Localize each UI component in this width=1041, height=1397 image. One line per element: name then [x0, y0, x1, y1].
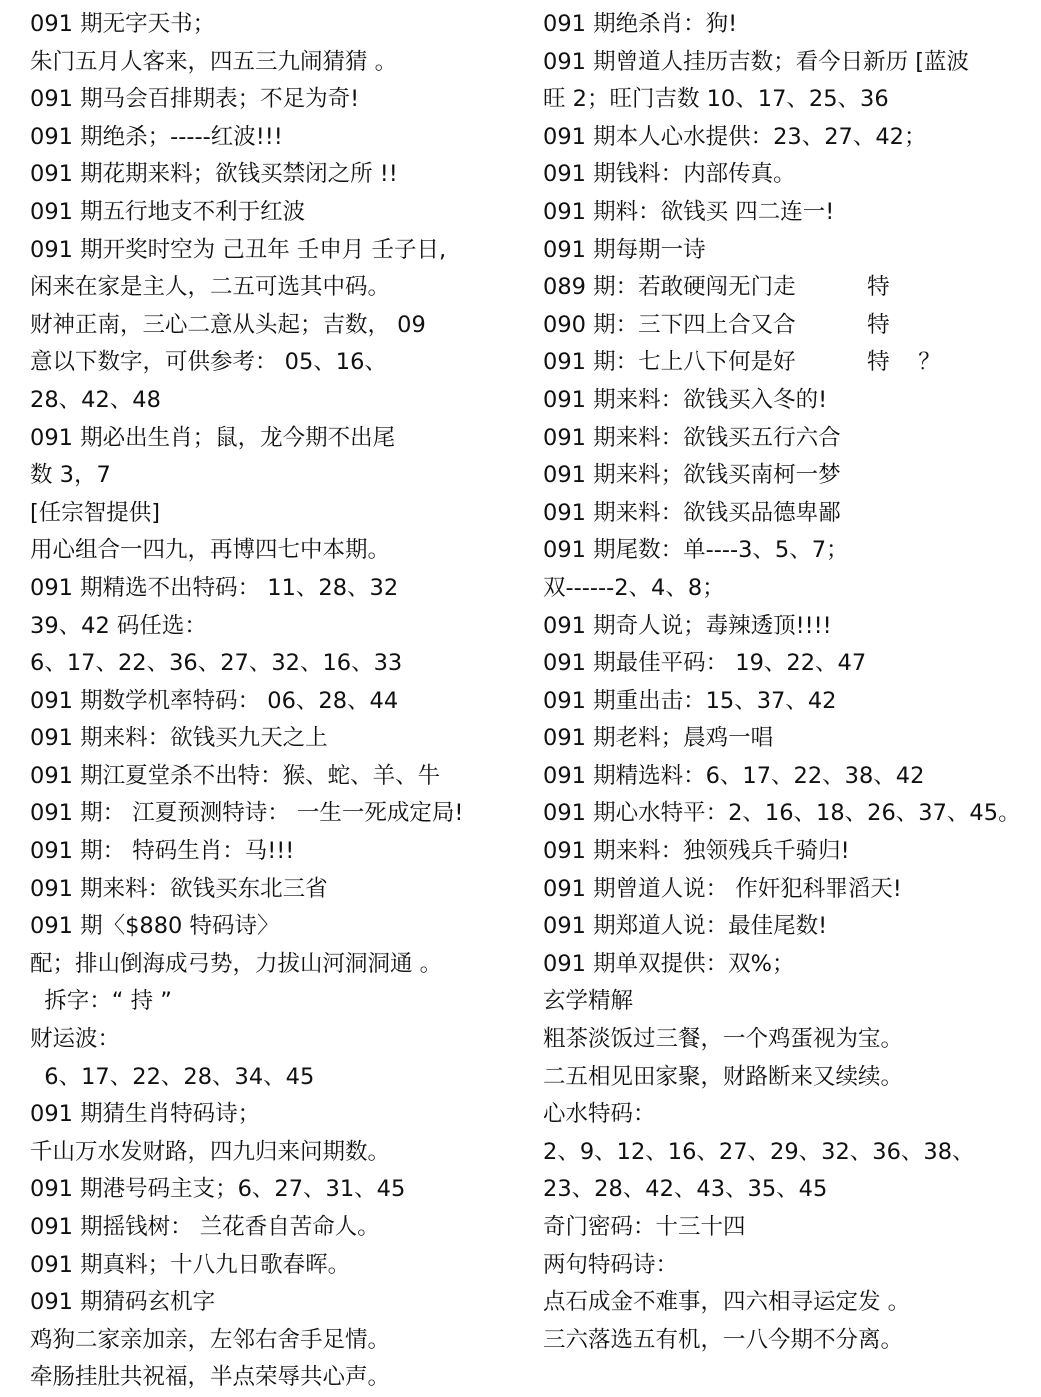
text-line: 旺 2；旺门吉数 10、17、25、36 [543, 86, 889, 113]
text-line: 091 期重出击：15、37、42 [543, 687, 837, 714]
text-line: 用心组合一四九，再博四七中本期。 [30, 537, 391, 564]
text-line: 财神正南，三心二意从头起；吉数， 09 [30, 311, 426, 338]
text-line: 配；排山倒海成弓势，力拔山河洞洞通 。 [30, 950, 443, 977]
text-line: 091 期：七上八下何是好 特 ？ [543, 349, 941, 376]
text-line: 091 期绝杀肖：狗! [543, 11, 738, 37]
text-line: 091 期郑道人说：最佳尾数! [543, 913, 828, 940]
text-line: 091 期来料：欲钱买品德卑鄙 [543, 499, 841, 526]
text-line: 091 期来料：欲钱买入冬的! [543, 386, 828, 413]
text-line: 091 期真料；十八九日歌春晖。 [30, 1251, 351, 1278]
text-line: 091 期料：欲钱买 四二连一! [543, 198, 835, 225]
text-line: 091 期无字天书； [30, 11, 216, 37]
text-line: 6、17、22、36、27、32、16、33 [30, 650, 403, 677]
text-line: 三六落选五有机，一八今期不分离。 [543, 1326, 904, 1353]
text-line: 091 期猜码玄机字 [30, 1289, 216, 1316]
text-line: 意以下数字，可供参考： 05、16、 [30, 349, 387, 376]
text-line: 091 期来料：欲钱买东北三省 [30, 875, 328, 902]
text-line: 091 期五行地支不利于红波 [30, 198, 306, 225]
text-line: 091 期开奖时空为 己丑年 壬申月 壬子日, [30, 236, 447, 263]
right-text-column [543, 6, 1033, 1359]
text-line: 两句特码诗： [543, 1251, 679, 1278]
text-line: [任宗智提供] [30, 499, 161, 526]
text-line: 091 期奇人说；毒辣透顶!!!! [543, 612, 832, 639]
text-line: 39、42 码任选： [30, 612, 207, 639]
text-line: 091 期花期来料；欲钱买禁闭之所 !! [30, 161, 398, 188]
text-line: 23、28、42、43、35、45 [543, 1176, 828, 1203]
text-line: 牵肠挂肚共祝福，半点荣辱共心声。 [30, 1364, 391, 1391]
text-line: 091 期猜生肖特码诗； [30, 1101, 261, 1128]
text-line: 091 期必出生肖；鼠，龙今期不出尾 [30, 424, 396, 451]
text-line: 财运波： [30, 1026, 121, 1053]
text-line: 091 期江夏堂杀不出特：猴、蛇、羊、牛 [30, 762, 441, 789]
text-line: 091 期精选料：6、17、22、38、42 [543, 762, 925, 789]
text-line: 091 期最佳平码： 19、22、47 [543, 650, 867, 677]
text-line: 2、9、12、16、27、29、32、36、38、 [543, 1138, 975, 1165]
text-line: 点石成金不难事，四六相寻运定发 。 [543, 1289, 911, 1316]
text-line: 二五相见田家聚，财路断来又续续。 [543, 1063, 904, 1090]
text-line: 双------2、4、8； [543, 574, 725, 601]
text-line: 091 期来料：欲钱买五行六合 [543, 424, 841, 451]
text-line: 091 期摇钱树： 兰花香自苦命人。 [30, 1214, 380, 1240]
text-line: 091 期港号码主支；6、27、31、45 [30, 1176, 406, 1203]
text-line: 089 期：若敢硬闯无门走 特 [543, 274, 890, 301]
text-line: 091 期来料：欲钱买九天之上 [30, 725, 328, 752]
text-line: 玄学精解 [543, 988, 634, 1015]
text-line: 091 期钱料：内部传真。 [543, 161, 796, 188]
text-line: 091 期心水特平：2、16、18、26、37、45。 [543, 800, 1021, 827]
text-line: 091 期来料：独领残兵千骑归! [543, 838, 850, 865]
text-line: 鸡狗二家亲加亲，左邻右舍手足情。 [30, 1326, 391, 1353]
text-line: 粗茶淡饭过三餐，一个鸡蛋视为宝。 [543, 1026, 904, 1053]
text-line: 千山万水发财路，四九归来问期数。 [30, 1138, 391, 1165]
text-line: 091 期每期一诗 [543, 236, 706, 263]
text-line: 朱门五月人客来，四五三九闹猜猜 。 [30, 48, 398, 75]
text-line: 091 期绝杀；-----红波!!! [30, 123, 283, 150]
text-line: 091 期老料；晨鸡一唱 [543, 725, 774, 752]
left-text-column [30, 6, 530, 1397]
text-line: 6、17、22、28、34、45 [30, 1063, 315, 1090]
text-line: 091 期马会百排期表；不足为奇! [30, 86, 360, 113]
text-line: 数 3，7 [30, 462, 111, 489]
text-line: 090 期：三下四上合又合 特 [543, 311, 890, 338]
text-line: 拆字：“ 持 ” [30, 988, 172, 1015]
text-line: 091 期曾道人说： 作奸犯科罪滔天! [543, 875, 902, 902]
text-line: 心水特码： [543, 1101, 656, 1128]
text-line: 091 期精选不出特码： 11、28、32 [30, 574, 399, 601]
text-line: 091 期来料；欲钱买南柯一梦 [543, 462, 841, 489]
text-line: 091 期〈$880 特码诗〉 [30, 913, 280, 940]
text-line: 091 期本人心水提供：23、27、42； [543, 123, 927, 150]
text-line: 28、42、48 [30, 386, 161, 413]
text-line: 091 期： 江夏预测特诗： 一生一死成定局! [30, 800, 464, 827]
text-line: 闲来在家是主人，二五可选其中码。 [30, 274, 391, 301]
text-line: 091 期： 特码生肖：马!!! [30, 838, 295, 865]
text-line: 091 期单双提供：双%； [543, 950, 795, 977]
text-line: 091 期曾道人挂历吉数；看今日新历 [蓝波 [543, 48, 970, 75]
text-line: 091 期尾数：单----3、5、7； [543, 537, 849, 564]
text-line: 奇门密码：十三十四 [543, 1214, 746, 1240]
text-line: 091 期数学机率特码： 06、28、44 [30, 687, 399, 714]
